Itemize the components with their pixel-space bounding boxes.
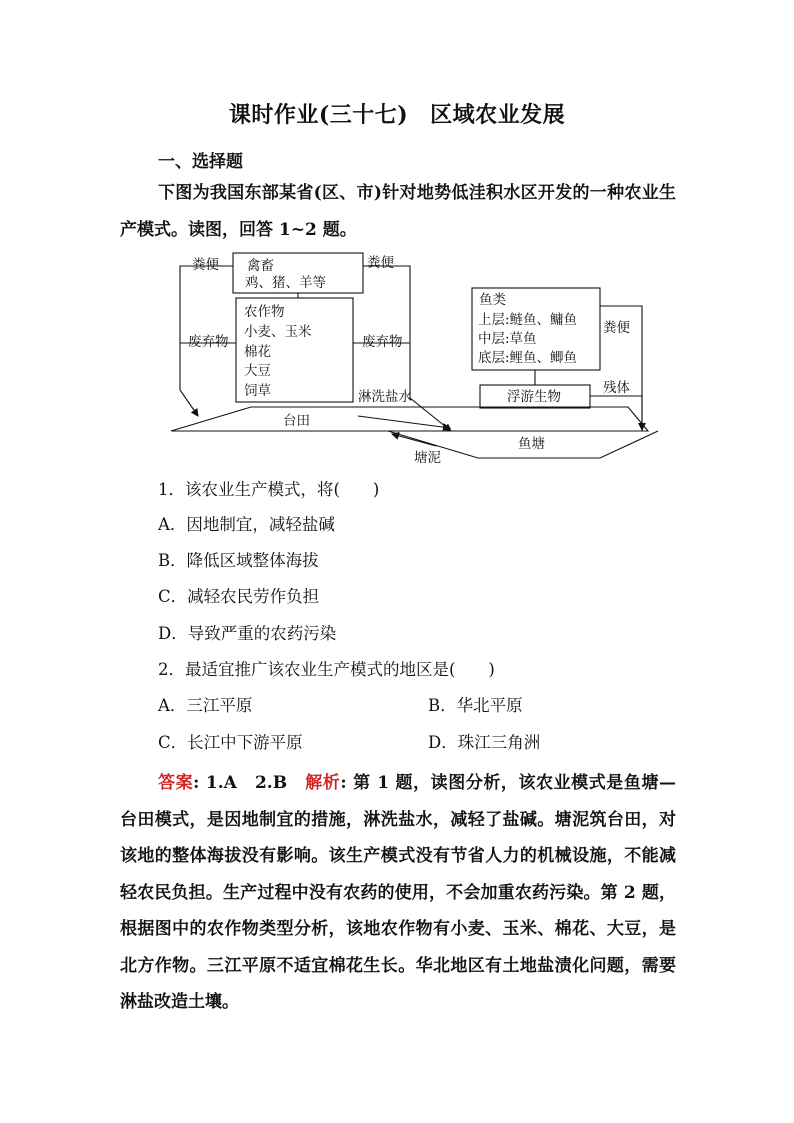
answer-colon: :	[193, 773, 200, 793]
answer-label: 答案	[158, 773, 194, 793]
section-heading: 一、选择题	[158, 152, 243, 172]
livestock-title: 禽畜	[247, 258, 274, 274]
manure-left-label: 粪便	[192, 257, 219, 273]
option-2d: D．珠江三角洲	[428, 733, 541, 752]
mud-label: 塘泥	[414, 450, 441, 466]
fish-layer: 中层:草鱼	[478, 331, 537, 347]
waste-left-label: 废弃物	[188, 334, 229, 350]
crop-item: 大豆	[244, 363, 271, 379]
crop-item: 饲草	[244, 383, 271, 399]
crop-item: 棉花	[244, 344, 271, 360]
pond-label: 鱼塘	[518, 436, 545, 452]
option-1c: C．减轻农民劳作负担	[158, 587, 320, 606]
fish-title: 鱼类	[479, 292, 506, 308]
option-1a: A．因地制宜，减轻盐碱	[158, 515, 335, 534]
platform-shape	[171, 407, 648, 431]
option-1d: D．导致严重的农药污染	[158, 624, 337, 643]
farming-model-diagram	[168, 248, 666, 466]
platform-label: 台田	[283, 413, 310, 429]
question-intro: 下图为我国东部某省(区、市)针对地势低洼积水区开发的一种农业生产模式。读图，回答 1~2 题。	[120, 183, 676, 240]
fish-layer: 上层:鲢鱼、鳙鱼	[478, 312, 578, 328]
fish-layer: 底层:鲤鱼、鲫鱼	[478, 350, 578, 366]
question-2-stem: 2．最适宜推广该农业生产模式的地区是( )	[158, 660, 495, 679]
crops-title: 农作物	[244, 304, 285, 320]
analysis-label: 解析	[305, 773, 341, 793]
option-1b: B．降低区域整体海拔	[158, 551, 319, 570]
option-2c: C．长江中下游平原	[158, 733, 303, 752]
leached-salt-label: 淋洗盐水	[358, 389, 412, 405]
answer-block	[120, 765, 676, 1021]
question-1-stem: 1．该农业生产模式，将( )	[158, 480, 380, 499]
waste-right-label: 废弃物	[362, 334, 403, 350]
option-2b: B．华北平原	[428, 696, 523, 715]
answer-values: 1.A 2.B	[199, 773, 306, 793]
manure-top-right-label: 粪便	[367, 255, 394, 271]
manure-right-label: 粪便	[603, 320, 630, 336]
remains-label: 残体	[603, 380, 630, 396]
title-main: 课时作业(三十七)	[228, 102, 409, 128]
analysis-text: : 第 1 题，读图分析，该农业模式是鱼塘—台田模式，是因地制宜的措施，淋洗盐水，减轻了盐碱。塘泥筑台田，对该地的整体海拔没有影响。该生产模式没有节省人力的机械设施，不能减轻农民负担。生产过程中没有农药的使用，不会加重农药污染。第 2 题，根据图中的农作物类型分析，该地农作物有小麦、玉米、棉花、大豆，是北方作物。三江平原不适宜棉花生长。华北地区有土地盐渍化问题，需要淋盐改造土壤。	[120, 773, 677, 1012]
plankton-label: 浮游生物	[507, 389, 561, 405]
crop-item: 小麦、玉米	[244, 324, 312, 340]
title-sub: 区域农业发展	[430, 102, 566, 128]
livestock-items: 鸡、猪、羊等	[245, 275, 326, 291]
page-title	[0, 98, 794, 129]
option-2a: A．三江平原	[158, 696, 253, 715]
